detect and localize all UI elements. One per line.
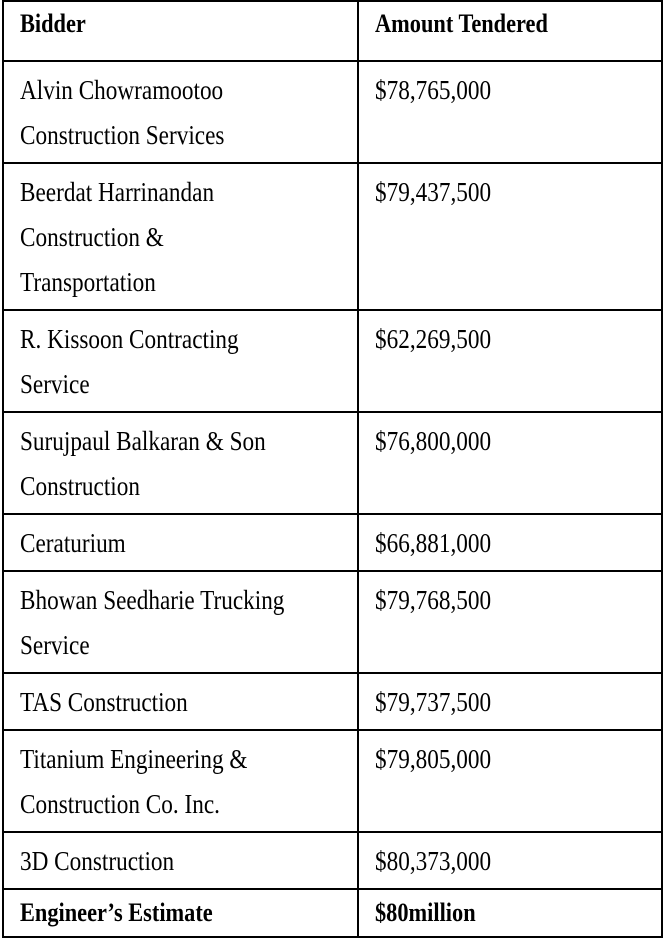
table-row [3,571,662,673]
amount-cell: $79,737,500 [358,673,662,730]
bidder-cell: Ceraturium [3,514,358,571]
estimate-amount: $80million [358,889,662,937]
table-row [3,514,662,571]
table-row [3,412,662,514]
bidder-cell: R. Kissoon Contracting Service [3,310,358,412]
bidder-cell: Alvin Chowramootoo Construction Services [3,61,358,163]
amount-cell: $66,881,000 [358,514,662,571]
table-header-row [3,1,662,61]
amount-cell: $79,805,000 [358,730,662,832]
amount-cell: $76,800,000 [358,412,662,514]
amount-cell: $79,437,500 [358,163,662,310]
table-row [3,163,662,310]
amount-cell: $80,373,000 [358,832,662,889]
table-row [3,310,662,412]
table-row [3,61,662,163]
bidder-cell: Beerdat Harrinandan Construction & Transportation [3,163,358,310]
estimate-row [3,889,662,937]
column-header-amount: Amount Tendered [358,1,662,61]
amount-cell: $78,765,000 [358,61,662,163]
column-header-bidder: Bidder [3,1,358,61]
amount-cell: $62,269,500 [358,310,662,412]
table-row [3,832,662,889]
bidder-cell: Titanium Engineering & Construction Co. Inc. [3,730,358,832]
bids-table [2,0,663,938]
bidder-cell: Bhowan Seedharie Trucking Service [3,571,358,673]
table-row [3,673,662,730]
amount-cell: $79,768,500 [358,571,662,673]
bidder-cell: TAS Construction [3,673,358,730]
bidder-cell: Surujpaul Balkaran & Son Construction [3,412,358,514]
table-row [3,730,662,832]
bidder-cell: 3D Construction [3,832,358,889]
estimate-label: Engineer’s Estimate [3,889,358,937]
